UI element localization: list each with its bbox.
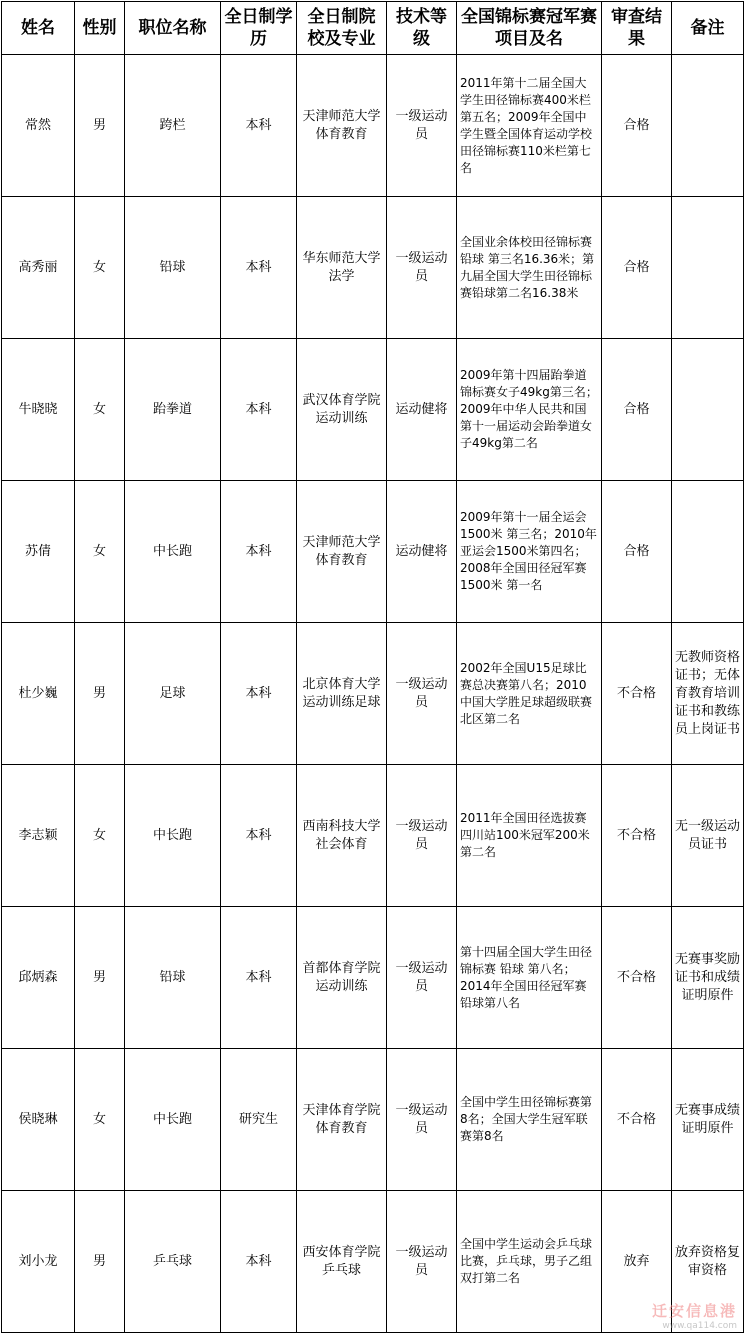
cell-name: 高秀丽 <box>2 197 75 339</box>
cell-remark: 无一级运动员证书 <box>672 765 744 907</box>
cell-position: 跆拳道 <box>125 339 221 481</box>
cell-school: 天津师范大学体育教育 <box>297 481 387 623</box>
cell-award: 2011年第十二届全国大学生田径锦标赛400米栏第五名；2009年全国中学生暨全国体育运动学校田径锦标赛110米栏第七名 <box>457 55 602 197</box>
table-row <box>2 1191 744 1333</box>
cell-education: 本科 <box>221 1191 297 1333</box>
cell-level: 运动健将 <box>387 481 457 623</box>
cell-name: 苏倩 <box>2 481 75 623</box>
cell-remark <box>672 197 744 339</box>
header-school: 全日制院校及专业 <box>297 2 387 55</box>
cell-school: 西安体育学院乒乓球 <box>297 1191 387 1333</box>
cell-result: 合格 <box>602 197 672 339</box>
cell-education: 本科 <box>221 907 297 1049</box>
cell-remark <box>672 339 744 481</box>
cell-result: 不合格 <box>602 765 672 907</box>
cell-remark: 无赛事成绩证明原件 <box>672 1049 744 1191</box>
site-watermark <box>652 1300 737 1331</box>
cell-school: 北京体育大学运动训练足球 <box>297 623 387 765</box>
cell-school: 天津师范大学体育教育 <box>297 55 387 197</box>
cell-position: 足球 <box>125 623 221 765</box>
table-row <box>2 481 744 623</box>
cell-position: 乒乓球 <box>125 1191 221 1333</box>
cell-name: 牛晓晓 <box>2 339 75 481</box>
cell-remark <box>672 55 744 197</box>
header-award: 全国锦标赛冠军赛项目及名 <box>457 2 602 55</box>
cell-gender: 男 <box>75 1191 125 1333</box>
cell-education: 本科 <box>221 765 297 907</box>
cell-award: 2011年全国田径选拔赛四川站100米冠军200米第二名 <box>457 765 602 907</box>
cell-education: 研究生 <box>221 1049 297 1191</box>
cell-remark <box>672 481 744 623</box>
cell-school: 西南科技大学社会体育 <box>297 765 387 907</box>
cell-position: 铅球 <box>125 907 221 1049</box>
cell-education: 本科 <box>221 481 297 623</box>
cell-level: 运动健将 <box>387 339 457 481</box>
cell-education: 本科 <box>221 55 297 197</box>
table-row <box>2 907 744 1049</box>
table-header-row <box>2 2 744 55</box>
cell-school: 武汉体育学院运动训练 <box>297 339 387 481</box>
cell-name: 侯晓琳 <box>2 1049 75 1191</box>
cell-school: 天津体育学院体育教育 <box>297 1049 387 1191</box>
header-remark: 备注 <box>672 2 744 55</box>
cell-award: 2009年第十四届跆拳道锦标赛女子49kg第三名；2009年中华人民共和国第十一届运动会跆拳道女子49kg第二名 <box>457 339 602 481</box>
cell-award: 第十四届全国大学生田径锦标赛 铅球 第八名；2014年全国田径冠军赛 铅球第八名 <box>457 907 602 1049</box>
cell-position: 中长跑 <box>125 481 221 623</box>
cell-result: 不合格 <box>602 907 672 1049</box>
cell-gender: 男 <box>75 55 125 197</box>
cell-gender: 女 <box>75 765 125 907</box>
table-row <box>2 1049 744 1191</box>
cell-level: 一级运动员 <box>387 55 457 197</box>
cell-gender: 男 <box>75 623 125 765</box>
header-level: 技术等级 <box>387 2 457 55</box>
cell-name: 邱炳森 <box>2 907 75 1049</box>
cell-education: 本科 <box>221 339 297 481</box>
cell-result: 合格 <box>602 481 672 623</box>
cell-position: 铅球 <box>125 197 221 339</box>
cell-gender: 男 <box>75 907 125 1049</box>
cell-level: 一级运动员 <box>387 1049 457 1191</box>
cell-level: 一级运动员 <box>387 623 457 765</box>
cell-result: 合格 <box>602 339 672 481</box>
cell-result: 不合格 <box>602 1049 672 1191</box>
cell-position: 中长跑 <box>125 765 221 907</box>
cell-remark: 放弃资格复审资格 <box>672 1191 744 1333</box>
header-position: 职位名称 <box>125 2 221 55</box>
watermark-url: www.qa114.com <box>662 1321 737 1331</box>
cell-name: 杜少巍 <box>2 623 75 765</box>
cell-level: 一级运动员 <box>387 907 457 1049</box>
cell-name: 常然 <box>2 55 75 197</box>
cell-position: 中长跑 <box>125 1049 221 1191</box>
cell-level: 一级运动员 <box>387 197 457 339</box>
cell-result: 放弃 <box>602 1191 672 1333</box>
header-result: 审查结果 <box>602 2 672 55</box>
cell-award: 2009年第十一届全运会 1500米 第三名；2010年亚运会1500米第四名；2008年全国田径冠军赛 1500米 第一名 <box>457 481 602 623</box>
cell-award: 2002年全国U15足球比赛总决赛第八名；2010中国大学胜足球超级联赛北区第二名 <box>457 623 602 765</box>
table-row <box>2 339 744 481</box>
cell-school: 首都体育学院运动训练 <box>297 907 387 1049</box>
table-row <box>2 765 744 907</box>
cell-award: 全国业余体校田径锦标赛铅球 第三名16.36米；第九届全国大学生田径锦标赛铅球第二名16.38米 <box>457 197 602 339</box>
cell-gender: 女 <box>75 339 125 481</box>
cell-gender: 女 <box>75 197 125 339</box>
cell-school: 华东师范大学法学 <box>297 197 387 339</box>
cell-remark: 无赛事奖励证书和成绩证明原件 <box>672 907 744 1049</box>
cell-award: 全国中学生运动会乒乓球比赛，乒乓球，男子乙组双打第二名 <box>457 1191 602 1333</box>
header-gender: 性别 <box>75 2 125 55</box>
table-row <box>2 623 744 765</box>
cell-level: 一级运动员 <box>387 765 457 907</box>
cell-name: 李志颖 <box>2 765 75 907</box>
cell-result: 不合格 <box>602 623 672 765</box>
cell-level: 一级运动员 <box>387 1191 457 1333</box>
cell-education: 本科 <box>221 623 297 765</box>
candidate-review-table <box>1 1 744 1333</box>
table-row <box>2 55 744 197</box>
cell-gender: 女 <box>75 481 125 623</box>
cell-remark: 无教师资格证书；无体育教育培训证书和教练员上岗证书 <box>672 623 744 765</box>
header-education: 全日制学历 <box>221 2 297 55</box>
cell-result: 合格 <box>602 55 672 197</box>
cell-position: 跨栏 <box>125 55 221 197</box>
cell-gender: 女 <box>75 1049 125 1191</box>
cell-name: 刘小龙 <box>2 1191 75 1333</box>
cell-education: 本科 <box>221 197 297 339</box>
cell-award: 全国中学生田径锦标赛第8名；全国大学生冠军联赛第8名 <box>457 1049 602 1191</box>
watermark-text: 迁安信息港 <box>651 1302 737 1320</box>
header-name: 姓名 <box>2 2 75 55</box>
table-row <box>2 197 744 339</box>
